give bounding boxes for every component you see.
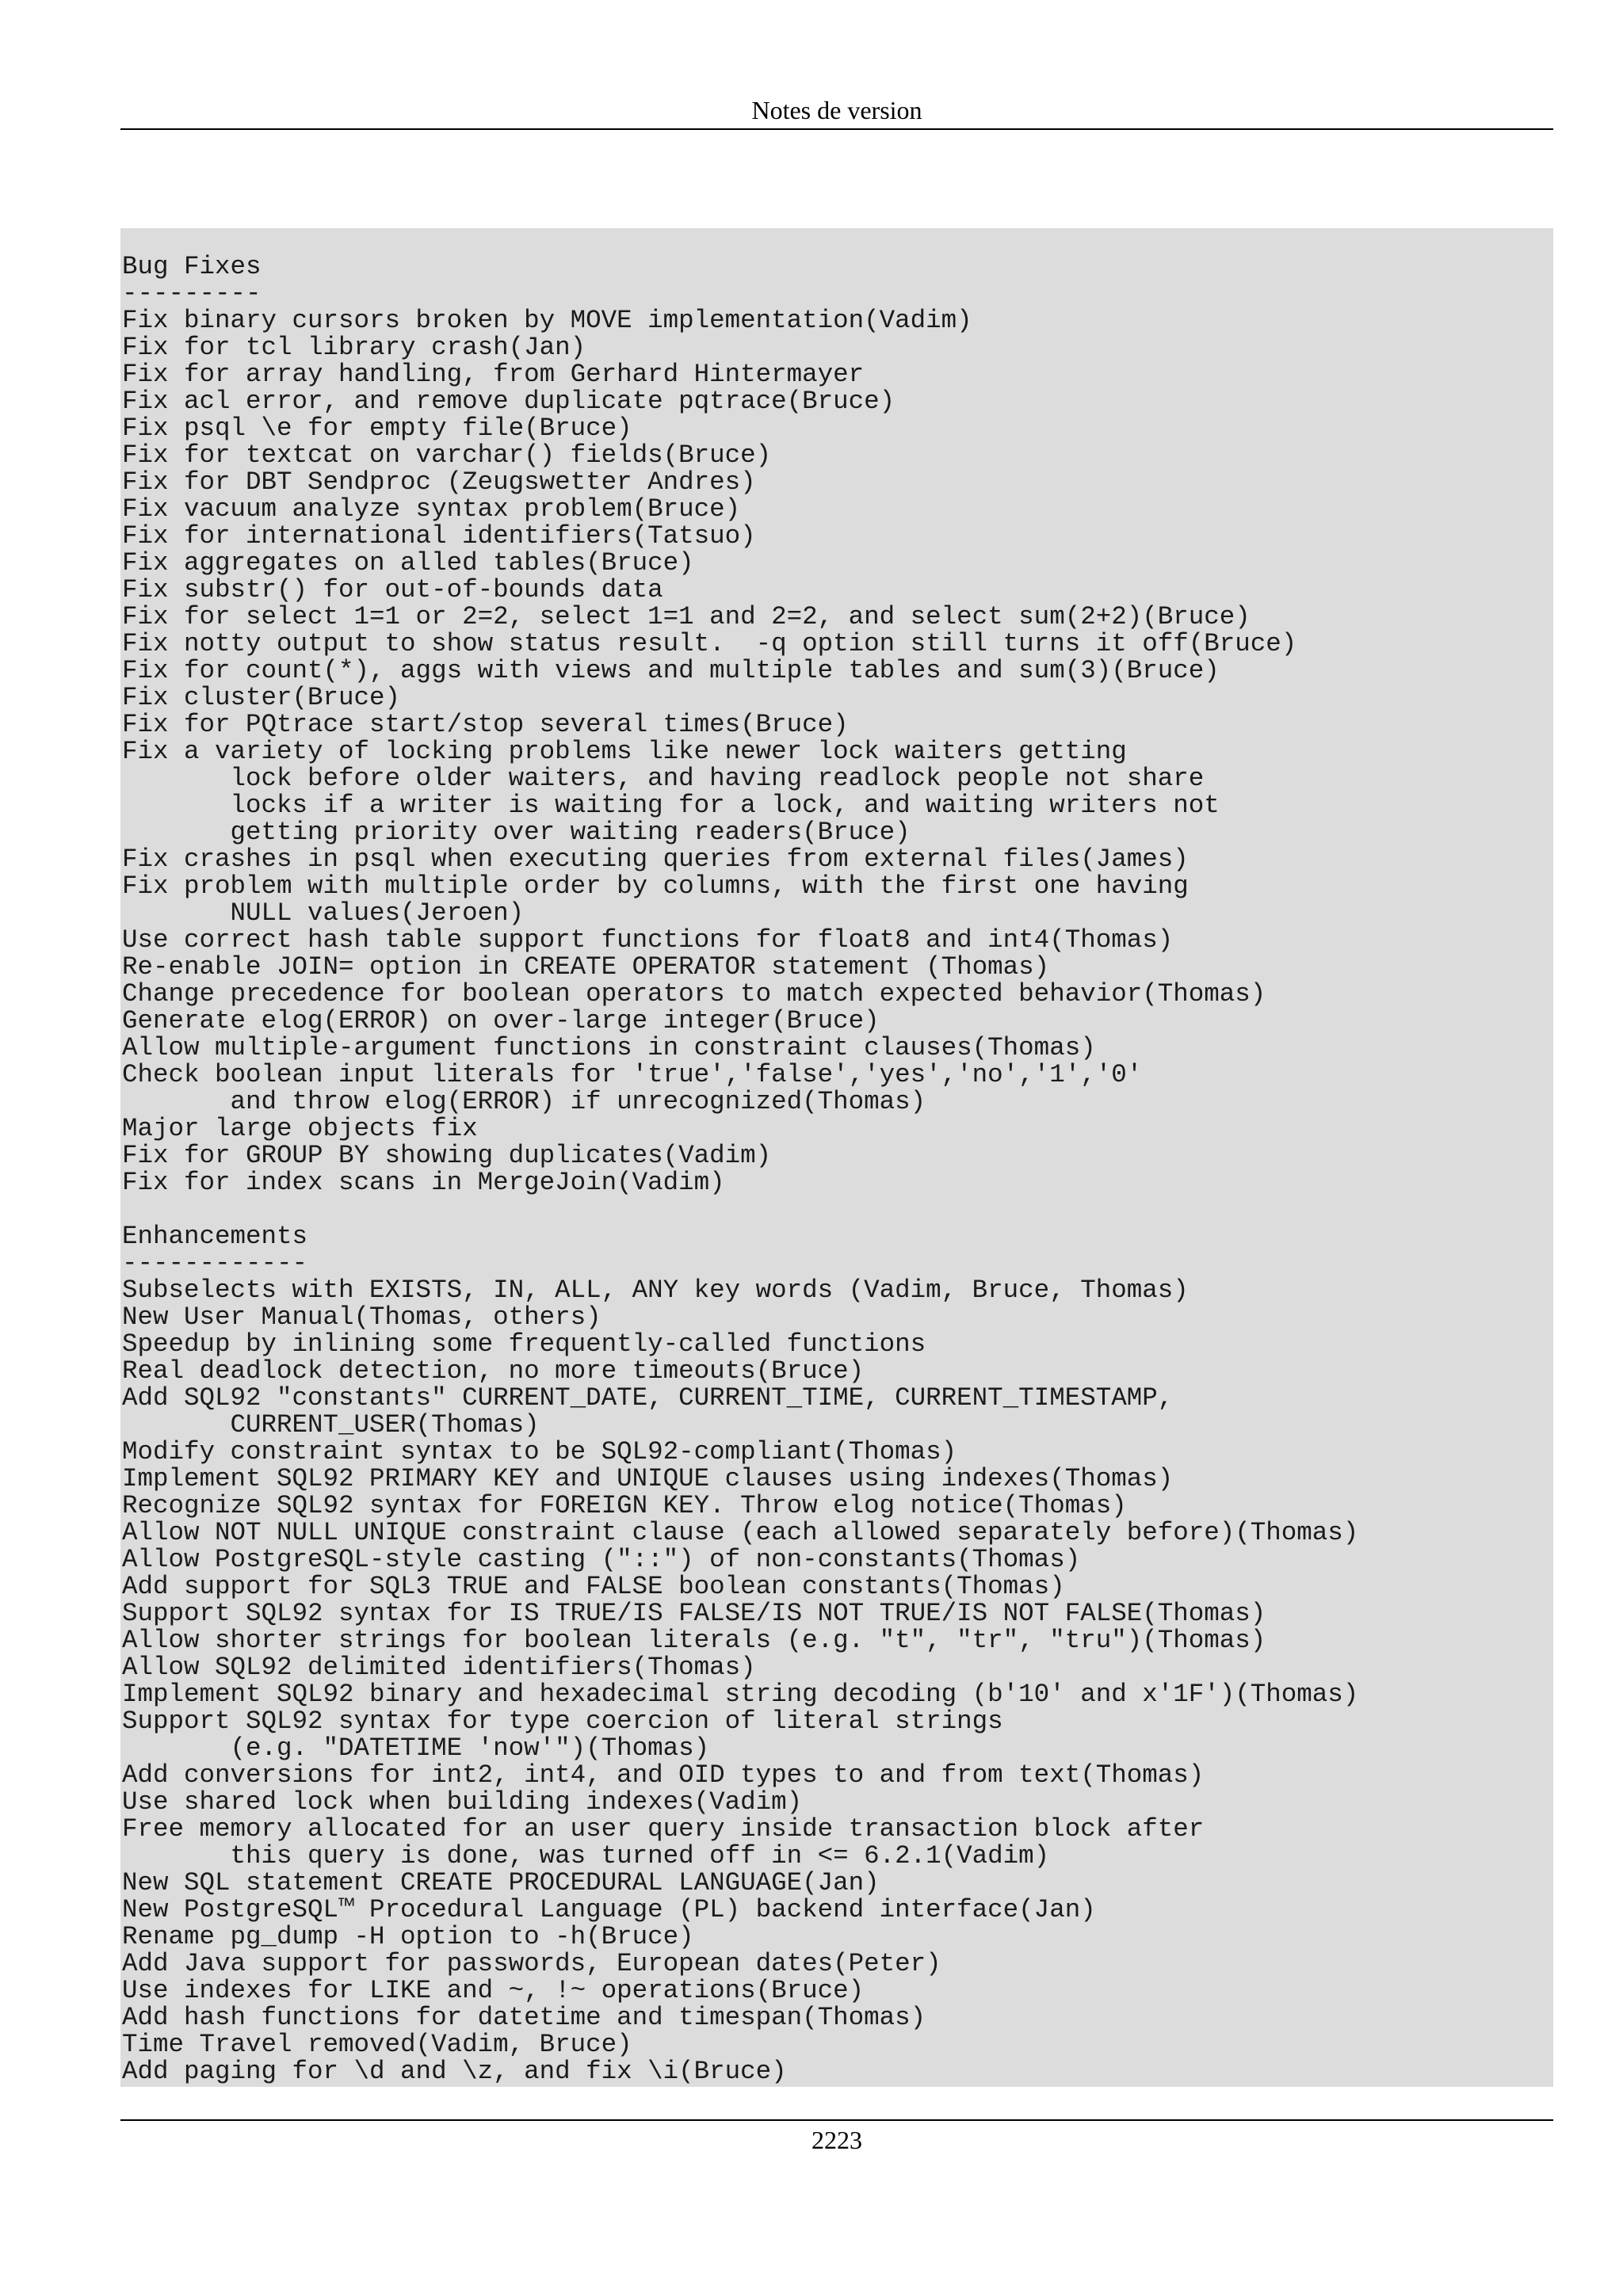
code-line: Allow shorter strings for boolean literals (e.g. "t", "tr", "tru")(Thomas) [122,1626,1266,1655]
code-line: Use correct hash table support functions for float8 and int4(Thomas) [122,925,1174,955]
code-line: Major large objects fix [122,1114,478,1143]
code-line: Enhancements [122,1222,308,1251]
code-line: Change precedence for boolean operators to match expected behavior(Thomas) [122,979,1266,1009]
code-line: Fix for index scans in MergeJoin(Vadim) [122,1168,725,1197]
code-line: lock before older waiters, and having readlock people not share [122,764,1205,793]
code-line: (e.g. "DATETIME 'now'")(Thomas) [122,1733,710,1763]
code-line: Fix problem with multiple order by columns, with the first one having [122,871,1189,901]
code-line: Support SQL92 syntax for type coercion of literal strings [122,1707,1003,1736]
code-line: Support SQL92 syntax for IS TRUE/IS FALSE/IS NOT TRUE/IS NOT FALSE(Thomas) [122,1599,1266,1628]
code-line: Fix for textcat on varchar() fields(Bruce) [122,441,772,470]
code-line: Allow PostgreSQL-style casting ("::") of non-constants(Thomas) [122,1545,1081,1574]
code-line: Fix aggregates on alled tables(Bruce) [122,548,694,578]
code-line: New PostgreSQL™ Procedural Language (PL) backend interface(Jan) [122,1895,1096,1924]
code-line: Implement SQL92 PRIMARY KEY and UNIQUE clauses using indexes(Thomas) [122,1464,1174,1493]
code-line: Fix crashes in psql when executing queries from external files(James) [122,845,1189,874]
code-line: Fix for international identifiers(Tatsuo) [122,521,756,551]
code-line: Allow multiple-argument functions in constraint clauses(Thomas) [122,1033,1096,1062]
code-line: Add hash functions for datetime and timespan(Thomas) [122,2003,926,2032]
page-number: 2223 [812,2126,862,2154]
code-line: Fix for DBT Sendproc (Zeugswetter Andres) [122,467,756,497]
code-line: Fix notty output to show status result. -q option still turns it off(Bruce) [122,629,1297,658]
code-line: Add conversions for int2, int4, and OID types to and from text(Thomas) [122,1760,1205,1790]
code-line: Subselects with EXISTS, IN, ALL, ANY key words (Vadim, Bruce, Thomas) [122,1276,1189,1305]
code-line: Fix binary cursors broken by MOVE implementation(Vadim) [122,306,972,335]
code-line: Use shared lock when building indexes(Vadim) [122,1787,803,1817]
code-line: New User Manual(Thomas, others) [122,1302,601,1332]
code-line: Add support for SQL3 TRUE and FALSE boolean constants(Thomas) [122,1572,1065,1601]
code-line: Add paging for \d and \z, and fix \i(Bruce) [122,2057,787,2086]
code-line: Fix for GROUP BY showing duplicates(Vadim) [122,1141,772,1170]
code-line: NULL values(Jeroen) [122,898,525,928]
code-line: ------------ [122,1249,308,1278]
code-line: and throw elog(ERROR) if unrecognized(Thomas) [122,1087,926,1116]
code-line: locks if a writer is waiting for a lock, and waiting writers not [122,791,1220,820]
code-line: New SQL statement CREATE PROCEDURAL LANGUAGE(Jan) [122,1868,880,1897]
code-line: Free memory allocated for an user query inside transaction block after [122,1814,1205,1844]
code-line: Fix for array handling, from Gerhard Hintermayer [122,360,865,389]
code-line: Allow SQL92 delimited identifiers(Thomas) [122,1653,756,1682]
release-notes-code-block [120,228,1553,2087]
code-line: Fix vacuum analyze syntax problem(Bruce) [122,494,741,524]
code-line: Recognize SQL92 syntax for FOREIGN KEY. Throw elog notice(Thomas) [122,1491,1127,1520]
code-line: Fix for select 1=1 or 2=2, select 1=1 and 2=2, and select sum(2+2)(Bruce) [122,602,1251,631]
code-line [122,1196,1553,1223]
code-line: Re-enable JOIN= option in CREATE OPERATOR statement (Thomas) [122,952,1050,982]
code-line: Real deadlock detection, no more timeouts(Bruce) [122,1356,865,1386]
code-line: Use indexes for LIKE and ~, !~ operations(Bruce) [122,1976,865,2005]
code-line: Implement SQL92 binary and hexadecimal string decoding (b'10' and x'1F')(Thomas) [122,1680,1359,1709]
page-header-title: Notes de version [120,92,1553,130]
code-line: Speedup by inlining some frequently-called functions [122,1329,926,1359]
code-line: Modify constraint syntax to be SQL92-compliant(Thomas) [122,1437,957,1466]
code-line: Fix psql \e for empty file(Bruce) [122,414,632,443]
code-line: this query is done, was turned off in <= 6.2.1(Vadim) [122,1841,1050,1871]
code-line: Fix a variety of locking problems like newer lock waiters getting [122,737,1127,766]
code-line: Fix acl error, and remove duplicate pqtrace(Bruce) [122,387,896,416]
code-line: Fix for tcl library crash(Jan) [122,333,586,362]
code-line: Fix for count(*), aggs with views and multiple tables and sum(3)(Bruce) [122,656,1220,685]
code-line: getting priority over waiting readers(Bruce) [122,818,911,847]
code-line: CURRENT_USER(Thomas) [122,1410,540,1440]
code-line: Allow NOT NULL UNIQUE constraint clause (each allowed separately before)(Thomas) [122,1518,1359,1547]
code-line: Check boolean input literals for 'true','false','yes','no','1','0' [122,1060,1143,1089]
footer-divider [120,2119,1553,2121]
code-line: Add Java support for passwords, European dates(Peter) [122,1949,941,1978]
code-line: --------- [122,279,262,308]
code-line: Time Travel removed(Vadim, Bruce) [122,2030,632,2059]
code-line: Generate elog(ERROR) on over-large integer(Bruce) [122,1006,880,1035]
code-line: Fix substr() for out-of-bounds data [122,575,663,605]
code-line: Fix cluster(Bruce) [122,683,401,712]
code-line: Rename pg_dump -H option to -h(Bruce) [122,1922,694,1951]
code-line: Add SQL92 "constants" CURRENT_DATE, CURRENT_TIME, CURRENT_TIMESTAMP, [122,1383,1174,1413]
code-line: Bug Fixes [122,252,262,281]
code-line: Fix for PQtrace start/stop several times(Bruce) [122,710,849,739]
